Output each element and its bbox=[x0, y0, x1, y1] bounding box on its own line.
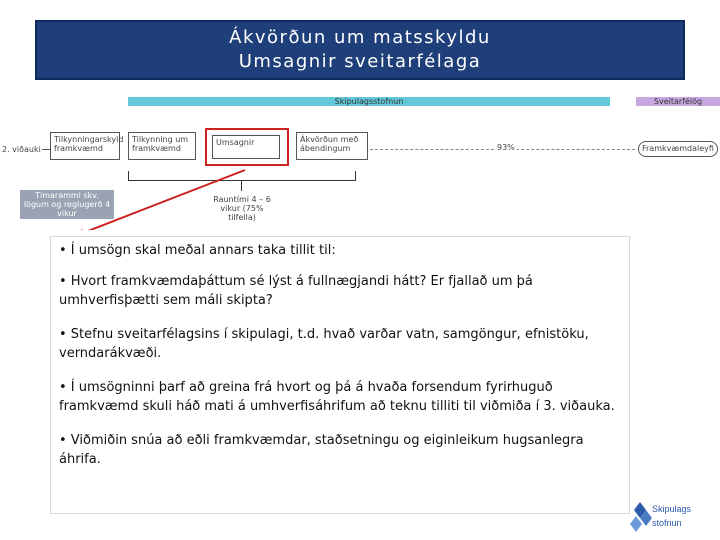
bullet-3: • Í umsögninni þarf að greina frá hvort og þá á hvaða forsendum fyrirhuguð framkvæmd skuli háð mati á umhverfisáhrifum að teknu tilliti til viðmiða í 3. viðauka. bbox=[59, 380, 615, 414]
timeframe-label: Tímarammi skv. lögum og reglugerð 4 vikur bbox=[20, 190, 114, 219]
step-umsagnir: Umsagnir bbox=[212, 135, 280, 159]
skipulagsstofnun-bar: Skipulagsstofnun bbox=[128, 97, 610, 106]
step-tilkynning: Tilkynning um framkvæmd bbox=[128, 132, 196, 160]
slide-title bbox=[35, 20, 685, 80]
highlight-arrow bbox=[0, 95, 720, 230]
appendix-label: 2. viðauki bbox=[2, 145, 41, 154]
actual-time-label: Rauntími 4 – 6 vikur (75% tilfella) bbox=[213, 195, 271, 222]
skipulagsstofnun-logo bbox=[630, 498, 690, 534]
bullet-2: • Stefnu sveitarfélagsins í skipulagi, t.d. hvað varðar vatn, samgöngur, efnistöku, verndarákvæði. bbox=[59, 327, 589, 361]
step-akvordun: Ákvörðun með ábendingum bbox=[296, 132, 368, 160]
content-box bbox=[50, 236, 630, 514]
title-line-2: Umsagnir sveitarfélaga bbox=[238, 51, 482, 72]
title-line-1: Ákvörðun um matsskyldu bbox=[229, 27, 491, 48]
bullet-1: • Hvort framkvæmdaþáttum sé lýst á fullnægjandi hátt? Er fjallað um þá umhverfisþætti sem máli skipta? bbox=[59, 274, 533, 308]
bullet-4: • Viðmiðin snúa að eðli framkvæmdar, staðsetningu og eiginleikum hugsanlegra áhrifa. bbox=[59, 433, 584, 467]
step-tilkynningarskyld: Tilkynningarskyld framkvæmd bbox=[50, 132, 120, 160]
logo-text-1: Skipulags bbox=[652, 504, 692, 514]
intro-text: • Í umsögn skal meðal annars taka tillit til: bbox=[59, 243, 336, 258]
percent-label: 93% bbox=[497, 143, 515, 152]
sveitarfelog-bar: Sveitarfélög bbox=[636, 97, 720, 106]
process-diagram bbox=[0, 95, 720, 230]
logo-text-2: stofnun bbox=[652, 518, 682, 528]
step-framkvaemdaleyfi: Framkvæmdaleyfi bbox=[638, 141, 718, 157]
